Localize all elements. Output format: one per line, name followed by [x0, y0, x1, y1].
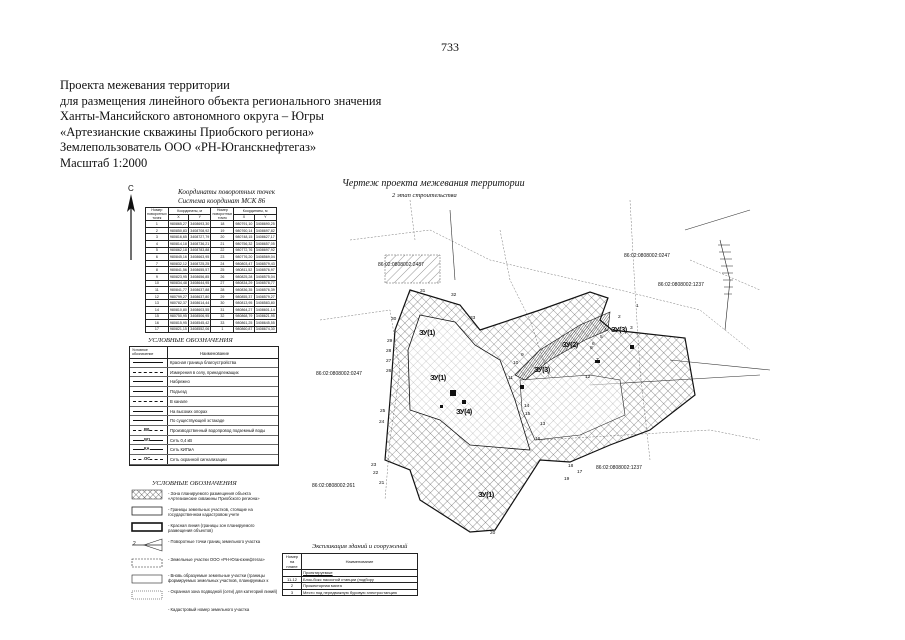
legend1-item: Сеть КИПиА	[170, 447, 195, 453]
boundary-point-label: 16	[535, 437, 541, 442]
coord-table-row	[146, 306, 277, 313]
coord-cell: 31	[211, 306, 234, 313]
coord-cell: 3408736,21	[190, 241, 210, 246]
coord-cell: 16	[146, 320, 169, 327]
page-number: 733	[441, 40, 459, 54]
coord-table-row	[146, 240, 277, 247]
boundary-point-label: 2	[618, 315, 621, 320]
legend2-item: - Земельные участки ООО «РН-Юганскнефтегаз»	[168, 557, 265, 562]
coord-cell: 980756,32	[235, 241, 253, 246]
coord-cell: 980850,83	[169, 228, 187, 233]
parcel-label: 86:02:0808002:0247	[624, 253, 670, 259]
coord-table-row	[146, 320, 277, 327]
coord-header-x: X	[234, 214, 254, 221]
legend1-symbol	[133, 411, 163, 412]
coord-cell: 19	[211, 227, 234, 234]
legend1-item: Сеть 0,4 кВ	[170, 437, 193, 443]
boundary-point-label: 17	[577, 470, 583, 475]
coord-cell: 4	[146, 240, 169, 247]
coord-header-coords: Координаты, м	[168, 208, 211, 215]
coord-table-row	[146, 300, 277, 307]
coord-table-row	[146, 280, 277, 287]
header-line: «Артезианские скважины Приобского региона»	[60, 124, 315, 139]
explication-row	[283, 583, 418, 590]
coord-cell: 1	[211, 326, 234, 333]
coord-cell: 980814,18	[169, 241, 187, 246]
legend1-header-sign: Условное обозначение	[132, 348, 154, 356]
boundary-point-label: 20	[490, 531, 496, 536]
coord-cell: 3408725,25	[190, 261, 210, 266]
coord-cell: 980868,79	[235, 314, 253, 319]
boundary-point-label: 33	[470, 316, 476, 321]
boundary-point-label: 14	[524, 404, 530, 409]
legend2-item: - Вновь образуемые земельные участки (границы формируемых земельных участков, планируемых к	[168, 573, 269, 583]
coord-cell: 7	[146, 260, 169, 267]
boundary-point-label: 29	[387, 339, 393, 344]
coord-cell: 12	[146, 293, 169, 300]
parcel-label: 86:02:0808002:1237	[658, 282, 704, 288]
coord-table-row	[146, 227, 277, 234]
coord-cell: 3408576,97	[255, 268, 275, 273]
coord-cell: 980836,35	[235, 287, 253, 292]
coord-cell: 30	[211, 300, 234, 307]
coord-cell: 3408645,55	[255, 320, 275, 325]
explication-cell: 2	[283, 583, 302, 590]
explication-header-name: Наименование	[302, 554, 418, 570]
coord-cell: 3408656,85	[190, 274, 210, 279]
map-drawing	[290, 200, 770, 545]
explication-row	[283, 589, 418, 596]
coord-cell: 3408621,95	[255, 314, 275, 319]
coord-table-row	[146, 247, 277, 254]
boundary-point-label: 18	[568, 464, 574, 469]
map-title: Чертеж проекта межевания территории	[342, 178, 525, 189]
parcel-label: 86:02:0808002:261	[312, 483, 356, 489]
boundary-point-label: 22	[373, 471, 379, 476]
boundary-point-label: 12	[585, 375, 591, 380]
legend1-item: В канале	[170, 398, 188, 404]
explication-row	[283, 576, 418, 583]
parcel-label: 86:02:0808002:1237	[596, 465, 642, 471]
boundary-point-label: 3	[630, 326, 633, 331]
map-subtitle: 2 этап строительства	[392, 192, 457, 199]
coord-cell: 3	[146, 234, 169, 241]
coord-cell: 980821,15	[169, 327, 187, 332]
north-label: С	[128, 184, 134, 193]
coord-cell: 24	[211, 260, 234, 267]
legend2-title: УСЛОВНЫЕ ОБОЗНАЧЕНИЯ	[152, 480, 237, 487]
explication-row	[283, 570, 418, 577]
coord-cell: 3408674,30	[255, 327, 275, 332]
legend1-item: По существующей эстакаде	[170, 418, 225, 424]
coord-header-num: Номер поворотных точек	[212, 208, 233, 221]
coord-cell: 3408637,80	[190, 294, 210, 299]
coord-cell: 3408637,88	[190, 287, 210, 292]
explication-cell	[283, 570, 302, 577]
coord-cell: 980841,77	[169, 287, 187, 292]
boundary-point-label: 25	[380, 409, 386, 414]
boundary-point-label: 7	[596, 358, 599, 363]
coord-header-num: Номер поворотных точек	[147, 208, 167, 221]
coord-cell: 980823,95	[169, 274, 187, 279]
boundary-point-label: 28	[386, 349, 392, 354]
coord-cell: 980834,29	[235, 281, 253, 286]
legend2-item: - Кадастровый номер земельного участка	[168, 607, 250, 612]
legend2-item: - Охранная зона подводной (сети) для категорий линий)	[168, 589, 278, 594]
legend1-item: Красная граница благоустройства	[170, 360, 237, 365]
parcel-label: 86:02:0808002:0247	[316, 371, 362, 377]
coord-cell: 980791,10	[235, 221, 253, 226]
coord-cell: 17	[146, 326, 169, 333]
header-line: Ханты-Мансийского автономного округа – Югры	[60, 109, 324, 123]
header-line: для размещения линейного объекта регионального значения	[60, 93, 382, 108]
coord-cell: 980862,18	[169, 248, 187, 253]
legend2-symbols	[130, 489, 166, 615]
coord-cell: 980845,16	[169, 254, 187, 259]
coord-cell: 1	[146, 221, 169, 228]
coord-cell: 3408583,80	[255, 301, 275, 306]
coord-cell: 980748,15	[235, 235, 253, 240]
coord-cell: 3408614,44	[190, 301, 210, 306]
coord-cell: 23	[211, 254, 234, 261]
coord-table	[145, 207, 277, 333]
explication-header-num: Номер на плане	[283, 554, 302, 570]
legend1-item: Измерения в селу, принадлежащих	[170, 369, 239, 375]
explication-cell: Прожекторная мачта	[302, 583, 418, 590]
coord-cell: 3408579,43	[255, 261, 275, 266]
legend1-item: Сеть охранной сигнализации	[170, 457, 227, 462]
legend1-code: В0	[144, 426, 150, 432]
legend2-item: - Зона планируемого размещения объекта «Артезианские скважины Приобского региона»	[168, 491, 260, 501]
boundary-point-label: 23	[371, 463, 377, 468]
coord-cell: 3408697,82	[255, 228, 275, 233]
boundary-point-label: 19	[564, 477, 570, 482]
coord-table-row	[146, 293, 277, 300]
coord-cell: 3408569,04	[255, 254, 275, 259]
boundary-point-label: 15	[525, 412, 531, 417]
coord-cell: 32	[211, 313, 234, 320]
coord-cell: 3408601,14	[255, 307, 275, 312]
coord-table-row	[146, 234, 277, 241]
boundary-point-label: 13	[540, 422, 546, 427]
coord-cell: 3408545,42	[190, 320, 210, 325]
coord-cell: 3408575,04	[255, 274, 275, 279]
coord-table-row	[146, 273, 277, 280]
boundary-point-label: 24	[379, 420, 385, 425]
boundary-point-label: 8	[590, 346, 593, 351]
legend1-symbol	[133, 372, 163, 373]
coord-cell: 3408552,06	[190, 327, 210, 332]
coord-cell: 3408576,39	[255, 287, 275, 292]
boundary-point-label: 32	[451, 293, 457, 298]
coord-cell: 980832,12	[169, 261, 187, 266]
legend2-item: - Красная линия (границы зон планируемого размещения объектов)	[168, 523, 255, 533]
coord-cell: 980760,14	[235, 228, 253, 233]
coord-cell: 13	[146, 300, 169, 307]
coord-cell: 3408690,25	[255, 221, 275, 226]
explication-cell: Проектируемые	[302, 570, 418, 577]
explication-cell: Блок-бокс насосной станции (подбору	[302, 576, 418, 583]
zone-label: ЗУ(1)	[430, 373, 446, 382]
legend1-code: ОС	[144, 456, 151, 461]
coord-cell: 26	[211, 273, 234, 280]
coord-cell: 980815,95	[169, 320, 187, 325]
zone-label: ЗУ(3)	[611, 325, 627, 334]
coord-cell: 3408693,30	[190, 221, 210, 226]
coord-cell: 980750,95	[169, 314, 187, 319]
coord-cell: 980834,48	[169, 281, 187, 286]
coord-table-row	[146, 267, 277, 274]
legend1-header-name: Наименование	[200, 351, 230, 356]
coord-cell: 5	[146, 247, 169, 254]
zone-label: ЗУ(4)	[456, 407, 472, 416]
explication-cell: 3	[283, 589, 302, 596]
explication-cell: 11-12	[283, 576, 302, 583]
coord-table-row	[146, 221, 277, 228]
coord-cell: 3408644,95	[190, 281, 210, 286]
coord-cell: 2	[146, 227, 169, 234]
coord-cell: 9	[146, 273, 169, 280]
coord-cell: 980861,25	[235, 320, 253, 325]
coord-cell: 980811,52	[235, 268, 253, 273]
coord-cell: 11	[146, 287, 169, 294]
zone-label: ЗУ(3)	[534, 365, 550, 374]
coord-cell: 33	[211, 320, 234, 327]
legend2-point-label: 2	[133, 541, 136, 547]
coord-cell: 980825,28	[235, 274, 253, 279]
coord-cell: 980841,56	[169, 268, 187, 273]
coord-cell: 29	[211, 293, 234, 300]
legend1-item: Производственный водопровод подземный воды	[170, 427, 266, 433]
coord-cell: 14	[146, 306, 169, 313]
boundary-point-label: 5	[600, 335, 603, 340]
boundary-point-label: 1	[636, 304, 639, 309]
coord-cell: 20	[211, 234, 234, 241]
coord-cell: 980864,27	[235, 307, 253, 312]
legend1-item: На высоких опорах	[170, 408, 208, 414]
zone-label: ЗУ(1)	[478, 490, 494, 499]
parcel-label: 86:02:0808002:2487	[378, 262, 424, 268]
document-header	[60, 78, 381, 171]
coord-cell: 6	[146, 254, 169, 261]
boundary-point-label: 21	[379, 481, 385, 486]
coord-header-coords: Координаты, м	[234, 208, 277, 215]
coord-cell: 3408578,77	[255, 281, 275, 286]
legend1-title: УСЛОВНЫЕ ОБОЗНАЧЕНИЯ	[148, 337, 233, 344]
coord-cell: 3408627,17	[255, 235, 275, 240]
coord-cell: 21	[211, 240, 234, 247]
legend1-item: Подъезд	[170, 389, 187, 395]
coord-cell: 15	[146, 313, 169, 320]
coord-cell: 3408579,27	[255, 294, 275, 299]
legend1-symbol	[133, 362, 163, 363]
coord-cell: 10	[146, 280, 169, 287]
coord-cell: 3408708,92	[190, 228, 210, 233]
coord-cell: 3408506,95	[190, 314, 210, 319]
coord-cell: 980855,37	[235, 294, 253, 299]
coord-cell: 25	[211, 267, 234, 274]
legend1-symbol	[133, 420, 163, 421]
coord-cell: 980799,27	[169, 294, 187, 299]
coord-header-y: Y	[254, 214, 276, 221]
coord-cell: 18	[211, 221, 234, 228]
coord-cell: 27	[211, 280, 234, 287]
coord-table-title: Координаты поворотных точек Система координат МСК 86	[178, 188, 276, 205]
zone-label: ЗУ(2)	[562, 340, 578, 349]
coord-table-row	[146, 254, 277, 261]
coord-cell: 3408655,57	[190, 268, 210, 273]
coord-cell: 3408697,92	[255, 248, 275, 253]
coord-table-row	[146, 287, 277, 294]
coord-cell: 980803,47	[235, 261, 253, 266]
coord-cell: 980776,20	[235, 254, 253, 259]
legend2	[130, 489, 280, 615]
coord-cell: 980772,76	[235, 248, 253, 253]
boundary-point-label: 27	[386, 359, 392, 364]
legend1-symbol	[133, 401, 163, 402]
coord-cell: 3408663,95	[190, 254, 210, 259]
coord-cell: 3408657,05	[255, 241, 275, 246]
coord-table-row	[146, 313, 277, 320]
coord-cell: 8	[146, 267, 169, 274]
boundary-point-label: 26	[386, 369, 392, 374]
legend1-item: Набрежно	[170, 379, 190, 385]
legend1-symbol	[133, 391, 163, 392]
boundary-point-label: 10	[513, 361, 519, 366]
coord-cell: 980865,27	[169, 221, 187, 226]
boundary-point-label: 31	[420, 289, 426, 294]
coord-cell: 980782,37	[169, 301, 187, 306]
coord-cell: 980813,95	[235, 301, 253, 306]
legend1-symbol	[133, 381, 163, 382]
coord-table-row	[146, 326, 277, 333]
boundary-point-label: 11	[508, 376, 513, 381]
legend2-item: - Поворотные точки границ земельного участка	[168, 539, 261, 544]
coord-cell: 3408727,79	[190, 235, 210, 240]
coord-cell: 980810,80	[169, 307, 187, 312]
explication-table	[282, 553, 418, 596]
header-line: Землепользователь ООО «РН-Юганскнефтегаз»	[60, 140, 317, 154]
legend2-item: - Границы земельных участков, стоящие на государственном кадастровом учете	[168, 507, 253, 517]
coord-cell: 980816,65	[169, 235, 187, 240]
boundary-point-label: 4	[604, 328, 607, 333]
boundary-point-label: 30	[391, 317, 397, 322]
north-arrow-icon	[124, 192, 138, 262]
coord-cell: 3408603,55	[190, 307, 210, 312]
header-line: Проекта межевания территории	[60, 78, 230, 92]
legend1-code: W1	[144, 436, 151, 442]
header-line: Масштаб 1:2000	[60, 155, 148, 170]
coord-header-x: X	[168, 214, 188, 221]
legend1-table	[129, 346, 279, 466]
coord-cell: 980860,87	[235, 327, 253, 332]
legend1-code: КА	[144, 446, 150, 452]
coord-header-y: Y	[189, 214, 211, 221]
coord-cell: 3408783,88	[190, 248, 210, 253]
coord-table-row	[146, 260, 277, 267]
zone-label: ЗУ(1)	[419, 328, 435, 337]
coord-cell: 22	[211, 247, 234, 254]
coord-cell: 28	[211, 287, 234, 294]
explication-title: Экспликация зданий и сооружений	[312, 543, 408, 550]
boundary-point-label: 9	[521, 353, 524, 358]
boundary-point-label: 6	[592, 342, 595, 347]
explication-cell: Место под передвижную буровую электростанцию	[302, 589, 418, 596]
